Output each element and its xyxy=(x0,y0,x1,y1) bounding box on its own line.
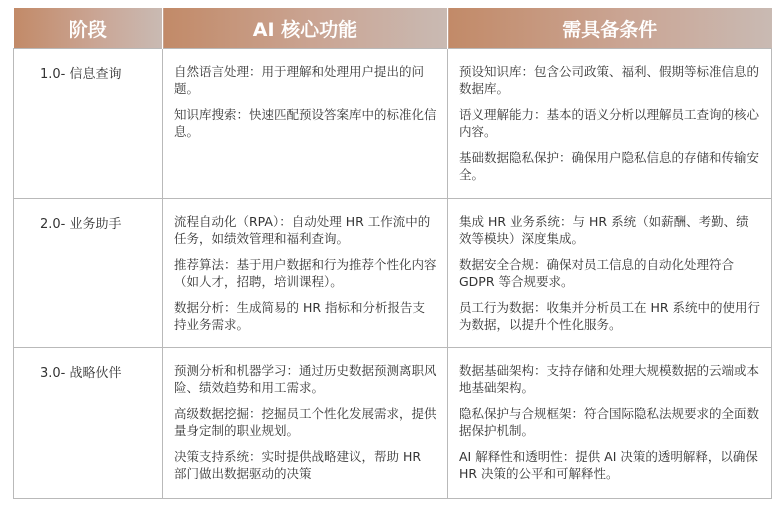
function-item: 决策支持系统：实时提供战略建议，帮助 HR 部门做出数据驱动的决策 xyxy=(174,449,422,481)
stage-cell xyxy=(14,348,163,499)
requirement-cell xyxy=(448,49,772,199)
stage-cell xyxy=(14,49,163,199)
function-item: 知识库搜索：快速匹配预设答案库中的标准化信息。 xyxy=(174,107,437,139)
stage-cell xyxy=(14,199,163,348)
ai-stages-table-container xyxy=(13,8,771,499)
function-item: 自然语言处理：用于理解和处理用户提出的问题。 xyxy=(174,64,425,96)
function-cell xyxy=(163,49,448,199)
table-row xyxy=(14,49,772,199)
function-item: 数据分析：生成简易的 HR 指标和分析报告支持业务需求。 xyxy=(174,300,426,332)
stage-label: 3.0- 战略伙伴 xyxy=(40,366,122,381)
requirement-cell xyxy=(448,199,772,348)
function-cell xyxy=(163,199,448,348)
header-ai-function: AI 核心功能 xyxy=(163,8,448,49)
requirement-item: 语义理解能力：基本的语义分析以理解员工查询的核心内容。 xyxy=(459,107,760,139)
function-item: 高级数据挖掘：挖掘员工个性化发展需求，提供量身定制的职业规划。 xyxy=(174,406,437,438)
function-item: 预测分析和机器学习：通过历史数据预测离职风险、绩效趋势和用工需求。 xyxy=(174,363,437,395)
table-header-row xyxy=(14,8,772,49)
requirement-item: 基础数据隐私保护：确保用户隐私信息的存储和传输安全。 xyxy=(459,150,760,182)
requirement-item: AI 解释性和透明性：提供 AI 决策的透明解释，以确保 HR 决策的公平和可解释性。 xyxy=(459,449,758,481)
table-row xyxy=(14,348,772,499)
requirement-item: 隐私保护与合规框架：符合国际隐私法规要求的全面数据保护机制。 xyxy=(459,406,760,438)
ai-stages-table xyxy=(13,8,772,499)
table-row xyxy=(14,199,772,348)
requirement-item: 预设知识库：包含公司政策、福利、假期等标准信息的数据库。 xyxy=(459,64,760,96)
function-item: 推荐算法：基于用户数据和行为推荐个性化内容（如人才，招聘，培训课程）。 xyxy=(174,257,437,289)
header-stage: 阶段 xyxy=(14,8,163,49)
stage-label: 2.0- 业务助手 xyxy=(40,217,122,232)
requirement-item: 集成 HR 业务系统：与 HR 系统（如薪酬、考勤、绩效等模块）深度集成。 xyxy=(459,214,749,246)
header-requirements: 需具备条件 xyxy=(448,8,772,49)
requirement-cell xyxy=(448,348,772,499)
requirement-item: 数据安全合规：确保对员工信息的自动化处理符合 GDPR 等合规要求。 xyxy=(459,257,735,289)
function-item: 流程自动化（RPA）：自动处理 HR 工作流中的任务，如绩效管理和福利查询。 xyxy=(174,214,431,246)
requirement-item: 数据基础架构：支持存储和处理大规模数据的云端或本地基础架构。 xyxy=(459,363,760,395)
requirement-item: 员工行为数据：收集并分析员工在 HR 系统中的使用行为数据，以提升个性化服务。 xyxy=(459,300,761,332)
stage-label: 1.0- 信息查询 xyxy=(40,67,122,82)
function-cell xyxy=(163,348,448,499)
